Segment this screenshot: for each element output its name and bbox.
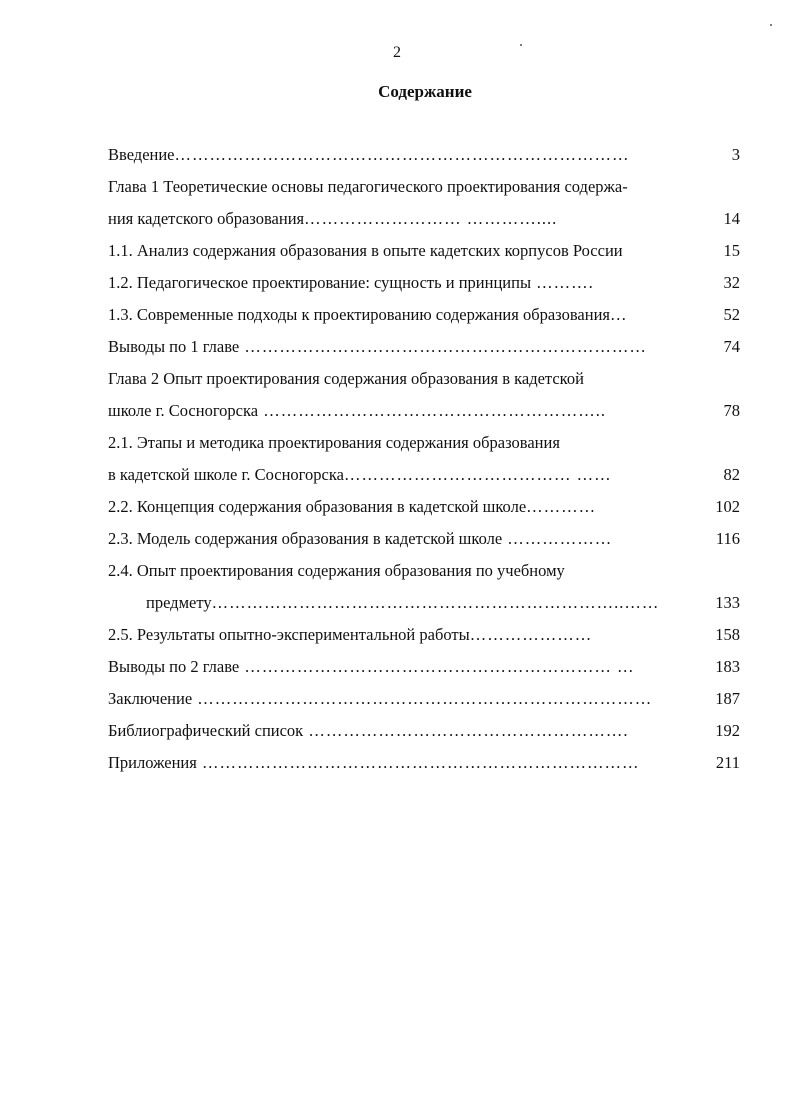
toc-entry-2-4: 2.4. Опыт проектирования содержания образования по учебному: [108, 561, 565, 580]
scan-speck: [770, 24, 772, 26]
toc-entry-chapter2-cont: школе г. Сосногорска …………………………………………………..: [108, 401, 606, 420]
toc-entry-chapter1-cont: ния кадетского образования……………………… …………....: [108, 209, 558, 228]
toc-entry-chapter2: Глава 2 Опыт проектирования содержания образования в кадетской: [108, 369, 584, 388]
toc-entry-2-1-cont: в кадетской школе г. Сосногорска………………………………… ……: [108, 465, 612, 484]
toc-page: 82: [723, 465, 740, 484]
toc-page: 192: [715, 721, 740, 740]
toc-page: 52: [723, 305, 740, 324]
toc-entry-bibliography: Библиографический список ……………………………………………….: [108, 721, 629, 740]
toc-entry-2-4-cont: предмету……………………………………………………………..……: [146, 593, 660, 612]
toc-entry-conclusions-2: Выводы по 2 главе ……………………………………………………… …: [108, 657, 635, 676]
toc-entry-1-1: 1.1. Анализ содержания образования в опыте кадетских корпусов России: [108, 241, 623, 260]
toc-page: 187: [715, 689, 740, 708]
toc-entry-conclusions-1: Выводы по 1 главе ……………………………………………………………: [108, 337, 647, 356]
toc-page: 158: [715, 625, 740, 644]
toc-page: 74: [723, 337, 740, 356]
toc-page: 15: [723, 241, 740, 260]
toc-entry-conclusion: Заключение ……………………………………………………………………: [108, 689, 653, 708]
toc-entry-1-2: 1.2. Педагогическое проектирование: сущность и принципы ……….: [108, 273, 594, 292]
toc-page: 133: [715, 593, 740, 612]
toc-title: Содержание: [378, 82, 472, 101]
scan-speck: [520, 44, 522, 46]
toc-page: 14: [723, 209, 740, 228]
toc-page: 183: [715, 657, 740, 676]
toc-entry-2-1: 2.1. Этапы и методика проектирования содержания образования: [108, 433, 560, 452]
page-number: 2: [393, 44, 401, 61]
toc-page: 102: [715, 497, 740, 516]
toc-entry-2-3: 2.3. Модель содержания образования в кадетской школе ………………: [108, 529, 613, 548]
toc-entry-2-5: 2.5. Результаты опытно-экспериментальной работы…………………: [108, 625, 593, 644]
toc-entry-introduction: Введение……………………………………………………………………: [108, 145, 630, 164]
toc-page: 211: [715, 753, 740, 772]
toc-entry-appendices: Приложения …………………………………………………………………: [108, 753, 640, 772]
toc-page: 78: [723, 401, 740, 420]
toc-page: 32: [723, 273, 740, 292]
toc-page: 3: [731, 145, 740, 164]
toc-page: 116: [715, 529, 740, 548]
toc-entry-2-2: 2.2. Концепция содержания образования в кадетской школе…………: [108, 497, 597, 516]
toc-entry-chapter1: Глава 1 Теоретические основы педагогического проектирования содержа-: [108, 177, 628, 196]
toc-entry-1-3: 1.3. Современные подходы к проектированию содержания образования…: [108, 305, 628, 324]
